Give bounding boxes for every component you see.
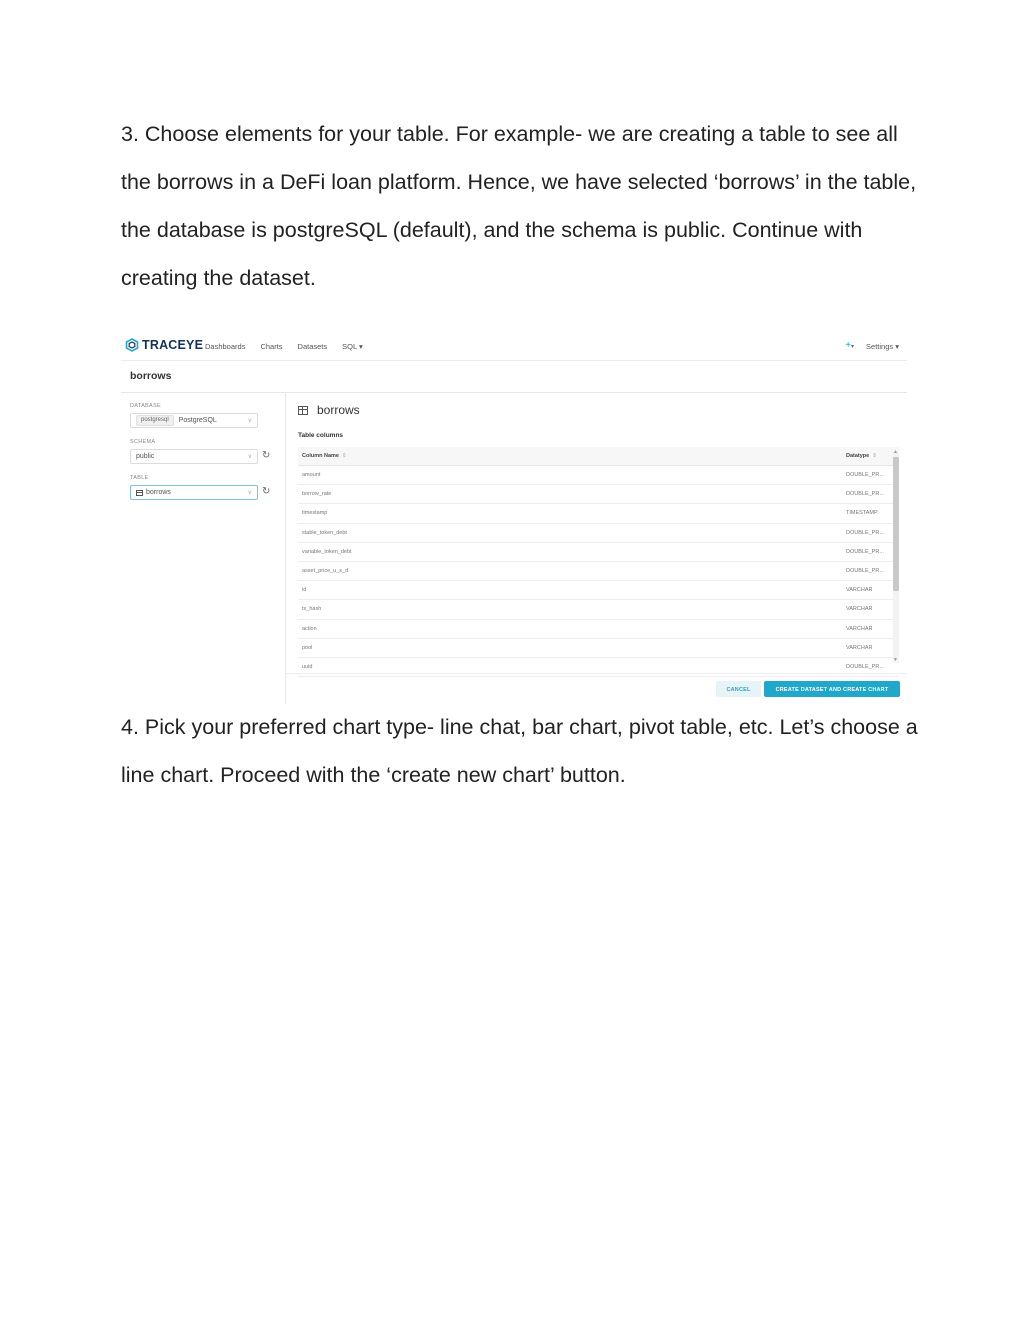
main-nav: [205, 342, 363, 351]
table-row[interactable]: [298, 620, 899, 639]
chevron-down-icon: ∨: [247, 490, 252, 496]
table-row[interactable]: [298, 639, 899, 658]
chevron-down-icon: ∨: [247, 418, 252, 424]
datatype-cell: DOUBLE_PR...: [846, 491, 884, 498]
schema-label: SCHEMA: [130, 439, 156, 445]
datatype-cell: VARCHAR: [846, 625, 873, 632]
column-name-cell: uuid: [302, 663, 313, 670]
chevron-down-icon: ∨: [247, 454, 252, 460]
table-header: [298, 447, 899, 466]
database-value: PostgreSQL: [178, 417, 217, 424]
table-row[interactable]: [298, 524, 899, 543]
column-name-cell: stable_token_debt: [302, 529, 347, 536]
datatype-cell: VARCHAR: [846, 606, 873, 613]
dataset-preview-panel: [286, 393, 907, 704]
scroll-down-icon[interactable]: ▼: [893, 657, 898, 663]
table-body: [298, 466, 899, 677]
column-name-cell: asset_price_u_s_d: [302, 567, 349, 574]
dataset-source-panel: [121, 393, 286, 704]
datatype-cell: VARCHAR: [846, 644, 873, 651]
sort-icon: ⇕: [341, 453, 347, 459]
column-name-cell: variable_token_debt: [302, 548, 352, 555]
traceye-logo-icon: [125, 338, 139, 352]
table-row[interactable]: [298, 658, 899, 677]
scroll-up-icon[interactable]: ▲: [893, 449, 898, 455]
database-select[interactable]: [130, 413, 258, 428]
table-row[interactable]: [298, 562, 899, 581]
table-row[interactable]: [298, 504, 899, 523]
nav-sql[interactable]: SQL ▾: [342, 342, 363, 351]
column-name-cell: timestamp: [302, 510, 328, 517]
schema-select[interactable]: [130, 449, 258, 464]
datatype-cell: DOUBLE_PR...: [846, 663, 884, 670]
scrollbar-thumb[interactable]: [893, 457, 899, 591]
table-icon: [136, 490, 143, 496]
table-label: TABLE: [130, 475, 149, 481]
dataset-title: borrows: [317, 403, 360, 417]
add-new-button[interactable]: [845, 342, 854, 351]
plus-caret-icon: ▾: [851, 344, 855, 350]
refresh-schema-icon[interactable]: ↻: [262, 450, 271, 461]
table-row[interactable]: [298, 600, 899, 619]
column-name-cell: action: [302, 625, 317, 632]
column-name-header[interactable]: [302, 453, 347, 459]
datatype-cell: DOUBLE_PR...: [846, 472, 884, 478]
column-name-cell: tx_hash: [302, 606, 322, 613]
refresh-table-icon[interactable]: ↻: [262, 486, 271, 497]
sort-icon: ⇕: [872, 453, 877, 459]
brand-name: TRACEYE: [142, 338, 204, 352]
footer-divider: [286, 673, 907, 674]
table-row[interactable]: [298, 485, 899, 504]
table-select[interactable]: [130, 485, 258, 500]
nav-right: [845, 342, 899, 351]
schema-value: public: [136, 453, 155, 460]
datatype-header-label: Datatype: [846, 453, 870, 459]
datatype-cell: TIMESTAMP: [846, 510, 878, 517]
table-row[interactable]: [298, 581, 899, 600]
database-type-badge: postgresql: [136, 415, 174, 426]
column-name-cell: borrow_rate: [302, 491, 332, 498]
table-value: borrows: [146, 489, 171, 496]
top-navbar: [121, 330, 907, 361]
table-icon: [298, 406, 308, 415]
nav-datasets[interactable]: Datasets: [297, 342, 328, 351]
page-title: borrows: [130, 370, 172, 382]
datatype-header[interactable]: [846, 453, 877, 459]
nav-dashboards[interactable]: Dashboards: [205, 342, 246, 351]
create-dataset-and-chart-button[interactable]: CREATE DATASET AND CREATE CHART: [764, 681, 900, 697]
column-name-header-label: Column Name: [302, 453, 339, 459]
plus-icon: +: [845, 340, 852, 351]
settings-menu[interactable]: Settings ▾: [866, 342, 899, 351]
datatype-cell: VARCHAR: [846, 587, 873, 594]
datatype-cell: DOUBLE_PR...: [846, 529, 884, 536]
traceye-logo[interactable]: [125, 338, 203, 352]
dataset-heading: [298, 403, 360, 417]
table-columns-label: Table columns: [298, 432, 344, 439]
nav-charts[interactable]: Charts: [260, 342, 283, 351]
table-row[interactable]: [298, 466, 899, 485]
column-name-cell: amount: [302, 472, 321, 478]
columns-table: [298, 447, 899, 677]
table-row[interactable]: [298, 543, 899, 562]
datatype-cell: DOUBLE_PR...: [846, 548, 884, 555]
database-label: DATABASE: [130, 403, 161, 409]
column-name-cell: id: [302, 587, 307, 594]
column-name-cell: pool: [302, 644, 313, 651]
datatype-cell: DOUBLE_PR...: [846, 567, 884, 574]
cancel-button[interactable]: CANCEL: [716, 681, 761, 697]
traceye-screenshot: [121, 330, 907, 704]
step3-paragraph: 3. Choose elements for your table. For example- we are creating a table to see all the borrows in a DeFi loan platform. Hence, we have selected ‘borrows’ in the table, the database is postgreSQL (default), and the schema is public. Continue with creating the dataset.: [121, 122, 917, 290]
step4-paragraph: 4. Pick your preferred chart type- line chat, bar chart, pivot table, etc. Let’s choose a line chart. Proceed with the ‘create new chart’ button.: [121, 715, 918, 787]
